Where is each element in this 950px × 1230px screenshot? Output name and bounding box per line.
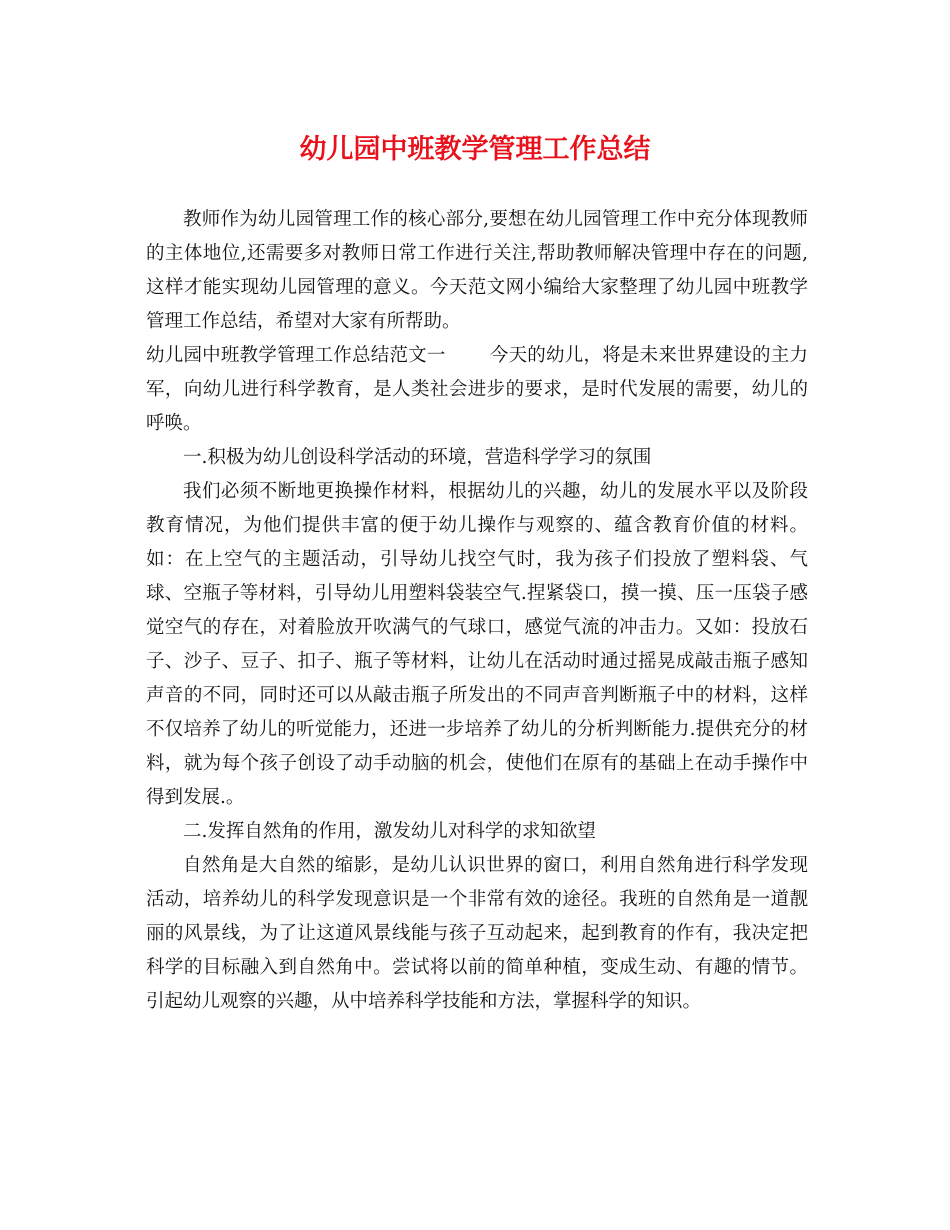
document-body: [146, 203, 808, 1019]
sample-label: 幼儿园中班教学管理工作总结范文一: [146, 345, 446, 366]
section1-heading: 一.积极为幼儿创设科学活动的环境，营造科学学习的氛围: [183, 447, 652, 468]
section2-body: 自然角是大自然的缩影，是幼儿认识世界的窗口，利用自然角进行科学发现活动，培养幼儿的科学发现意识是一个非常有效的途径。我班的自然角是一道靓丽的风景线，为了让这道风景线能与孩子互动起来，起到教育的作有，我决定把科学的目标融入到自然角中。尝试将以前的简单种植，变成生动、有趣的情节。引起幼儿观察的兴趣，从中培养科学技能和方法，掌握科学的知识。: [146, 855, 808, 1012]
sample-opening: 今天的幼儿，将是未来世界建设的主力军，向幼儿进行科学教育，是人类社会进步的要求，是时代发展的需要，幼儿的呼唤。: [146, 345, 808, 434]
section1-body: 我们必须不断地更换操作材料，根据幼儿的兴趣，幼儿的发展水平以及阶段教育情况，为他们提供丰富的便于幼儿操作与观察的、蕴含教育价值的材料。如：在上空气的主题活动，引导幼儿找空气时，我为孩子们投放了塑料袋、气球、空瓶子等材料，引导幼儿用塑料袋装空气.捏紧袋口，摸一摸、压一压袋子感觉空气的存在，对着脸放开吹满气的气球口，感觉气流的冲击力。又如：投放石子、沙子、豆子、扣子、瓶子等材料，让幼儿在活动时通过摇晃成敲击瓶子感知声音的不同，同时还可以从敲击瓶子所发出的不同声音判断瓶子中的材料，这样不仅培养了幼儿的听觉能力，还进一步培养了幼儿的分析判断能力.提供充分的材料，就为每个孩子创设了动手动脑的机会，使他们在原有的基础上在动手操作中得到发展.。: [146, 481, 808, 808]
sample-paragraph: [146, 339, 808, 441]
document-title: 幼儿园中班教学管理工作总结: [299, 134, 651, 165]
section2-heading: 二.发挥自然角的作用，激发幼儿对科学的求知欲望: [183, 821, 596, 842]
intro-paragraph: 教师作为幼儿园管理工作的核心部分,要想在幼儿园管理工作中充分体现教师的主体地位,还需要多对教师日常工作进行关注,帮助教师解决管理中存在的问题,这样才能实现幼儿园管理的意义。今天范文网小编给大家整理了幼儿园中班教学管理工作总结，希望对大家有所帮助。: [146, 209, 808, 332]
